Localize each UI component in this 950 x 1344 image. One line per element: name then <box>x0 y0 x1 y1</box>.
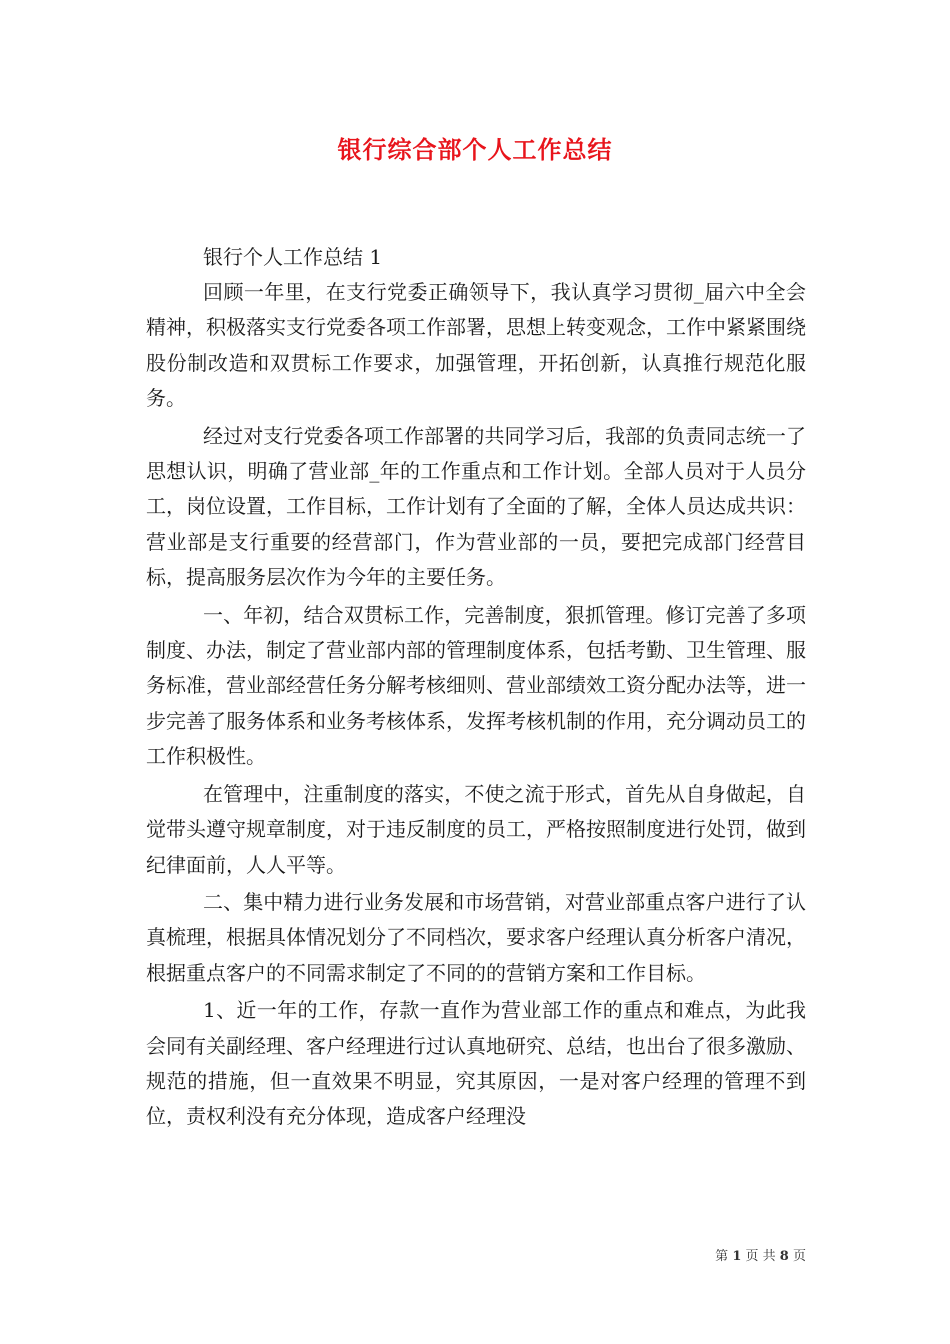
current-page-number: 1 <box>732 1249 742 1264</box>
paragraph: 在管理中，注重制度的落实，不使之流于形式，首先从自身做起，自觉带头遵守规章制度，对于违反制度的员工，严格按照制度进行处罚，做到纪律面前，人人平等。 <box>146 781 806 877</box>
paragraph: 回顾一年里，在支行党委正确领导下，我认真学习贯彻_届六中全会精神，积极落实支行党委各项工作部署，思想上转变观念，工作中紧紧围绕股份制改造和双贯标工作要求，加强管理，开拓创新，认真推行规范化服务。 <box>146 280 806 411</box>
paragraph: 一、年初，结合双贯标工作，完善制度，狠抓管理。修订完善了多项制度、办法，制定了营业部内部的管理制度体系，包括考勤、卫生管理、服务标准，营业部经营任务分解考核细则、营业部绩效工资分配办法等，进一步完善了服务体系和业务考核体系，发挥考核机制的作用，充分调动员工的工作积极性。 <box>146 602 806 769</box>
footer-middle: 页 共 <box>745 1249 776 1264</box>
document-body <box>146 275 806 1137</box>
page-footer <box>0 1249 806 1265</box>
paragraph: 二、集中精力进行业务发展和市场营销，对营业部重点客户进行了认真梳理，根据具体情况划分了不同档次，要求客户经理认真分析客户清况，根据重点客户的不同需求制定了不同的的营销方案和工作目标。 <box>146 889 806 985</box>
section-heading: 银行个人工作总结 1 <box>203 245 383 269</box>
total-pages-number: 8 <box>779 1249 789 1264</box>
paragraph: 经过对支行党委各项工作部署的共同学习后，我部的负责同志统一了思想认识，明确了营业部_年的工作重点和工作计划。全部人员对于人员分工，岗位设置，工作目标，工作计划有了全面的了解，全体人员达成共识：营业部是支行重要的经营部门，作为营业部的一员，要把完成部门经营目标，提高服务层次作为今年的主要任务。 <box>146 423 806 590</box>
document-title: 银行综合部个人工作总结 <box>337 135 613 164</box>
paragraph: 1、近一年的工作，存款一直作为营业部工作的重点和难点，为此我会同有关副经理、客户经理进行过认真地研究、总结，也出台了很多激励、规范的措施，但一直效果不明显，究其原因，一是对客户经理的管理不到位，责权利没有充分体现，造成客户经理没 <box>146 998 806 1129</box>
footer-suffix: 页 <box>792 1249 806 1264</box>
footer-prefix: 第 <box>715 1249 729 1264</box>
